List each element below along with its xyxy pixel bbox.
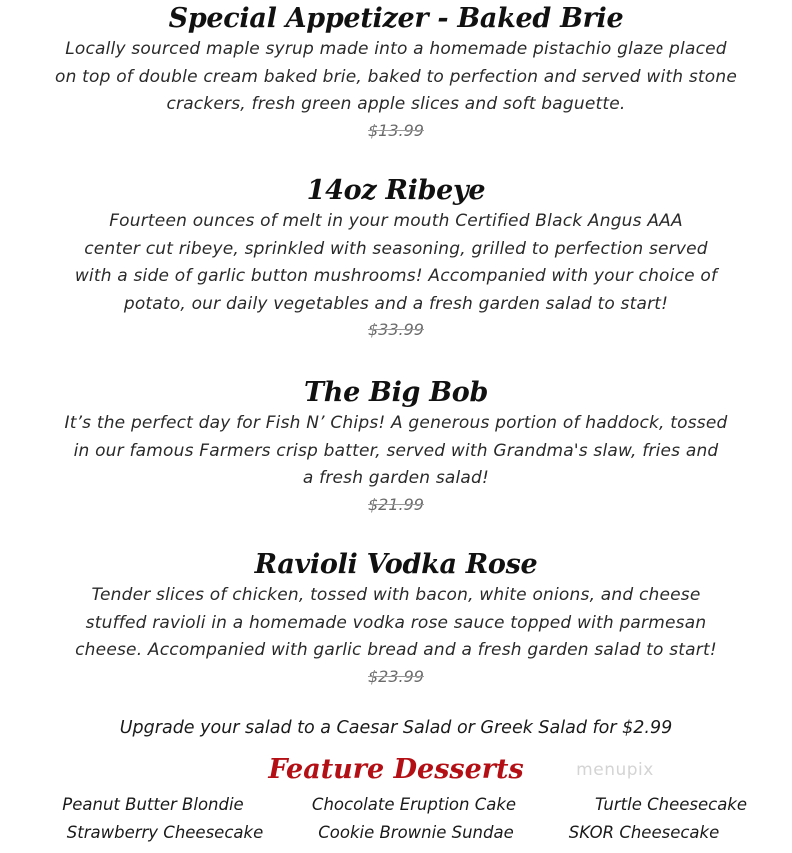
menu-item-big-bob: [30, 377, 762, 517]
menu-item-baked-brie: [30, 3, 762, 143]
menu-item-price: $13.99: [368, 120, 424, 140]
description-line: cheese. Accompanied with garlic bread and a fresh garden salad to start!: [75, 640, 717, 660]
menu-item-ravioli: [30, 549, 762, 689]
description-line: Fourteen ounces of melt in your mouth Certified Black Angus AAA: [109, 211, 683, 231]
menu-item-description: [30, 410, 762, 493]
description-line: crackers, fresh green apple slices and soft baguette.: [166, 94, 626, 114]
dessert-item: Turtle Cheesecake: [594, 795, 748, 814]
menupix-watermark: menupix: [576, 760, 654, 780]
menu-item-title: Ravioli Vodka Rose: [254, 549, 538, 580]
menu-item-ribeye: [30, 175, 762, 342]
upgrade-note: Upgrade your salad to a Caesar Salad or Greek Salad for $2.99: [119, 718, 673, 738]
dessert-item: Chocolate Eruption Cake: [311, 795, 517, 814]
dessert-item: Cookie Brownie Sundae: [318, 823, 514, 842]
description-line: Locally sourced maple syrup made into a homemade pistachio glaze placed: [65, 39, 727, 59]
menu-item-title: The Big Bob: [303, 377, 489, 408]
menu-item-title: 14oz Ribeye: [306, 175, 486, 206]
dessert-item: SKOR Cheesecake: [568, 823, 720, 842]
dessert-item: Peanut Butter Blondie: [62, 795, 244, 814]
dessert-item: Strawberry Cheesecake: [66, 823, 264, 842]
menu-item-description: [30, 208, 762, 318]
menu-item-price: $23.99: [368, 666, 424, 686]
menu-item-description: [30, 36, 762, 119]
description-line: It’s the perfect day for Fish N’ Chips! A generous portion of haddock, tossed: [64, 413, 728, 433]
menu-item-description: [30, 582, 762, 665]
description-line: a fresh garden salad!: [302, 468, 490, 488]
description-line: stuffed ravioli in a homemade vodka rose sauce topped with parmesan: [85, 612, 707, 633]
description-line: on top of double cream baked brie, baked to perfection and served with stone: [54, 66, 738, 87]
description-line: with a side of garlic button mushrooms! Accompanied with your choice of: [74, 266, 718, 286]
description-line: potato, our daily vegetables and a fresh garden salad to start!: [123, 293, 669, 314]
desserts-heading: Feature Desserts: [268, 754, 524, 785]
description-line: center cut ribeye, sprinkled with seasoning, grilled to perfection served: [84, 238, 708, 259]
menu-item-price: $33.99: [368, 320, 424, 339]
description-line: in our famous Farmers crisp batter, served with Grandma's slaw, fries and: [73, 440, 719, 461]
description-line: Tender slices of chicken, tossed with bacon, white onions, and cheese: [91, 585, 701, 605]
menu-item-title: Special Appetizer - Baked Brie: [168, 3, 624, 34]
menu-item-price: $21.99: [368, 494, 424, 514]
